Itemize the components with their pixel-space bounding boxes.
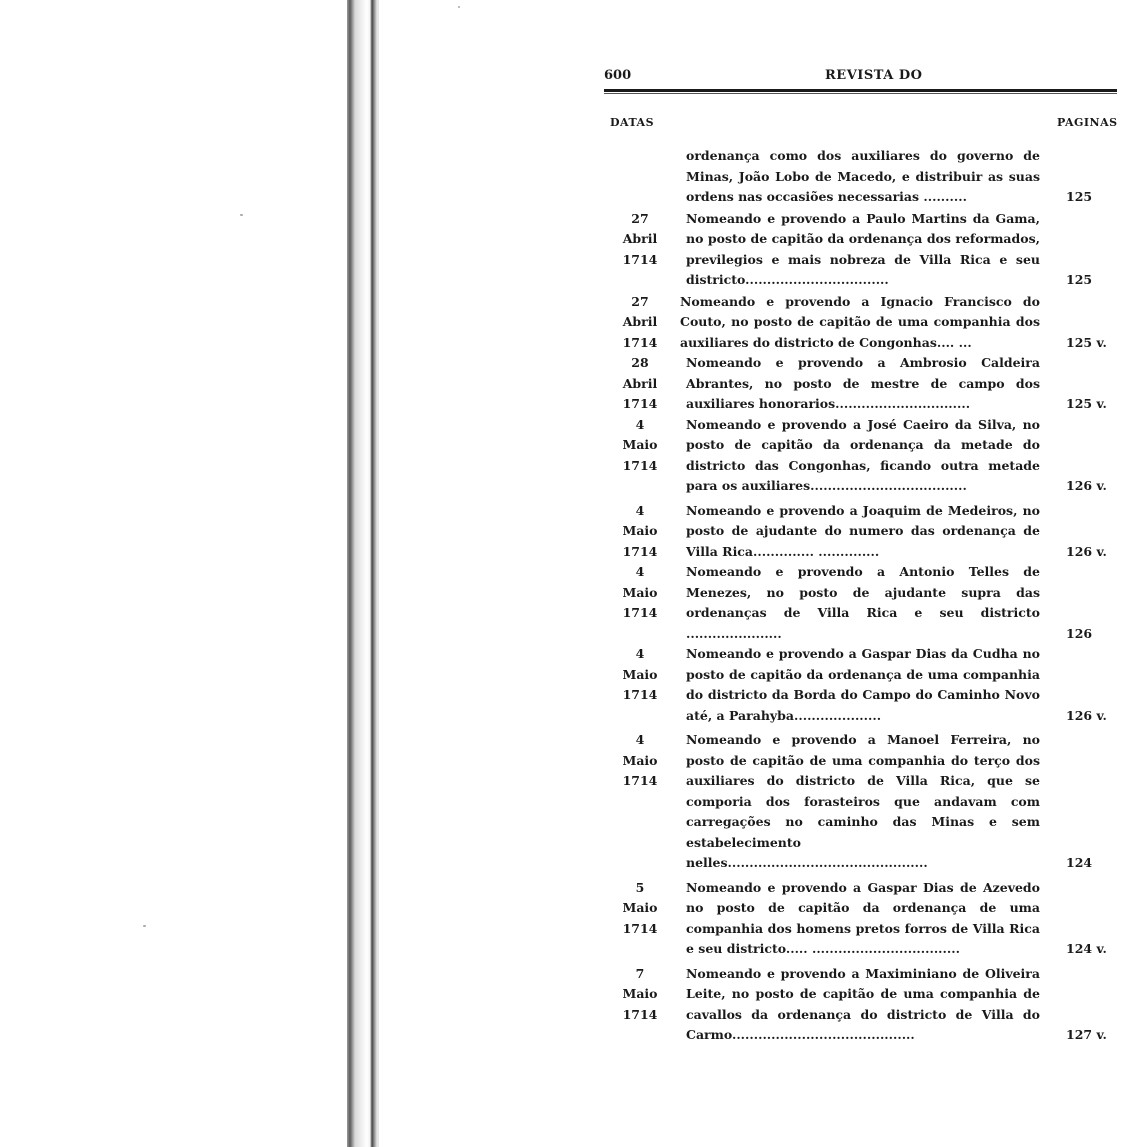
entry-date: [610, 964, 670, 1026]
list-item: [600, 292, 1120, 354]
entries-list: [600, 146, 1120, 1046]
entry-date-month: Maio: [622, 437, 658, 452]
entry-date-month: Abril: [622, 314, 658, 329]
entry-page: 126 v.: [1066, 543, 1107, 559]
running-head: [600, 60, 1120, 82]
entry-date-year: 1714: [622, 1006, 658, 1022]
page-number: 600: [604, 68, 632, 83]
entry-date-year: 1714: [622, 396, 658, 411]
scan-speck: [143, 925, 146, 927]
entry-date-day: 4: [635, 564, 645, 579]
entry-text: Nomeando e provendo a Antonio Telles de Menezes, no posto de ajudante supra das ordenanças de Villa Rica e seu districto ......................: [686, 564, 1040, 641]
entry-text: Nomeando e provendo a Maximiniano de Oliveira Leite, no posto de capitão de uma companhia de cavallos da ordenança do districto de Villa do Carmo..........................................: [686, 965, 1040, 1042]
entry-text: Nomeando e provendo a Paulo Martins da Gama, no posto de capitão da ordenança dos reformados, previlegios e mais nobreza de Villa Rica e seu districto.................................: [686, 210, 1040, 287]
entry-text: Nomeando e provendo a Ignacio Francisco do Couto, no posto de capitão de uma companhia dos auxiliares do districto de Congonhas.... ...: [680, 293, 1040, 350]
entry-date-month: Maio: [622, 666, 658, 682]
entry-date-year: 1714: [622, 543, 658, 559]
entry-page: 125 v.: [1066, 396, 1107, 411]
entry-page: 126: [1066, 625, 1093, 641]
entry-date: [610, 644, 670, 706]
entry-page: 127 v.: [1066, 1027, 1107, 1042]
entry-page: 126 v.: [1066, 478, 1107, 493]
entry-date-day: 5: [635, 879, 645, 895]
running-title: REVISTA DO: [825, 68, 923, 83]
list-item: [600, 562, 1120, 644]
entry-date: [610, 730, 670, 792]
entry-date-year: 1714: [622, 920, 658, 936]
entry-page: 126 v.: [1066, 707, 1107, 723]
entry-date-year: 1714: [622, 773, 658, 788]
entry-page: 125 v.: [1066, 334, 1107, 350]
entry-date-day: 4: [635, 646, 645, 661]
entry-date: [610, 878, 670, 940]
header-rule: [604, 89, 1117, 92]
column-header-paginas: PAGINAS: [1057, 116, 1118, 129]
entry-date-month: Abril: [622, 231, 658, 246]
entry-page: 125: [1066, 272, 1093, 287]
entry-date-month: Maio: [622, 986, 658, 1001]
list-item: [600, 878, 1120, 960]
entry-date: [610, 353, 670, 415]
list-item: [600, 964, 1120, 1046]
entry-date-day: 4: [635, 502, 645, 518]
entry-text: Nomeando e provendo a Joaquim de Medeiros, no posto de ajudante do numero das ordenança de Villa Rica.............. ..............: [686, 502, 1040, 559]
entry-date-month: Maio: [622, 752, 658, 768]
scan-speck: [458, 6, 460, 8]
entry-date-day: 4: [635, 732, 645, 747]
entry-text: Nomeando e provendo a Gaspar Dias de Azevedo no posto de capitão da ordenança de uma companhia dos homens pretos forros de Villa Rica e seu districto..... ..................................: [686, 879, 1040, 956]
entry-date: [610, 209, 670, 271]
entry-date-year: 1714: [622, 457, 658, 473]
list-item: [600, 644, 1120, 726]
entry-text: Nomeando e provendo a Gaspar Dias da Cudha no posto de capitão da ordenança de uma companhia do districto da Borda do Campo do Caminho Novo até, a Parahyba....................: [686, 646, 1040, 723]
list-item: [600, 146, 1120, 208]
entry-page: 125: [1066, 189, 1093, 204]
entry-page: 124 v.: [1066, 941, 1107, 956]
column-header-datas: DATAS: [610, 116, 655, 129]
entry-text: ordenança como dos auxiliares do governo de Minas, João Lobo de Macedo, e distribuir as suas ordens nas occasiões necessarias ..........: [686, 148, 1040, 204]
entry-text: Nomeando e provendo a José Caeiro da Silva, no posto de capitão da ordenança da metade do districto das Congonhas, ficando outra metade para os auxiliares....................................: [686, 416, 1040, 493]
entry-date-month: Abril: [622, 375, 658, 391]
entry-date-year: 1714: [622, 687, 658, 702]
header-rule-thin: [604, 93, 1117, 94]
entry-date-month: Maio: [622, 900, 658, 915]
book-gutter: [347, 0, 379, 1147]
entry-text: Nomeando e provendo a Manoel Ferreira, no posto de capitão de uma companhia do terço dos auxiliares do districto de Villa Rica, que se comporia dos forasteiros que andavam com carregações no caminho das Minas e sem estabelecimento nelles..............................................: [686, 732, 1040, 870]
entry-text: Nomeando e provendo a Ambrosio Caldeira Abrantes, no posto de mestre de campo dos auxiliares honorarios...............................: [686, 355, 1040, 411]
entry-date-day: 4: [635, 416, 645, 432]
entry-date-day: 27: [631, 293, 649, 309]
entry-date-day: 28: [631, 355, 649, 370]
entry-date-year: 1714: [622, 251, 658, 267]
list-item: [600, 353, 1120, 415]
entry-date-year: 1714: [622, 334, 658, 350]
entry-page: 124: [1066, 855, 1093, 870]
entry-date: [610, 292, 670, 354]
list-item: [600, 730, 1120, 874]
entry-date-year: 1714: [622, 605, 658, 620]
entry-date: [610, 415, 670, 477]
entry-date-day: 27: [631, 210, 649, 226]
list-item: [600, 501, 1120, 563]
entry-date-month: Maio: [622, 584, 658, 600]
list-item: [600, 209, 1120, 291]
list-item: [600, 415, 1120, 497]
entry-date-day: 7: [635, 965, 645, 981]
scan-speck: [240, 214, 243, 216]
entry-date: [610, 501, 670, 563]
entry-date: [610, 562, 670, 624]
entry-date-month: Maio: [622, 523, 658, 538]
